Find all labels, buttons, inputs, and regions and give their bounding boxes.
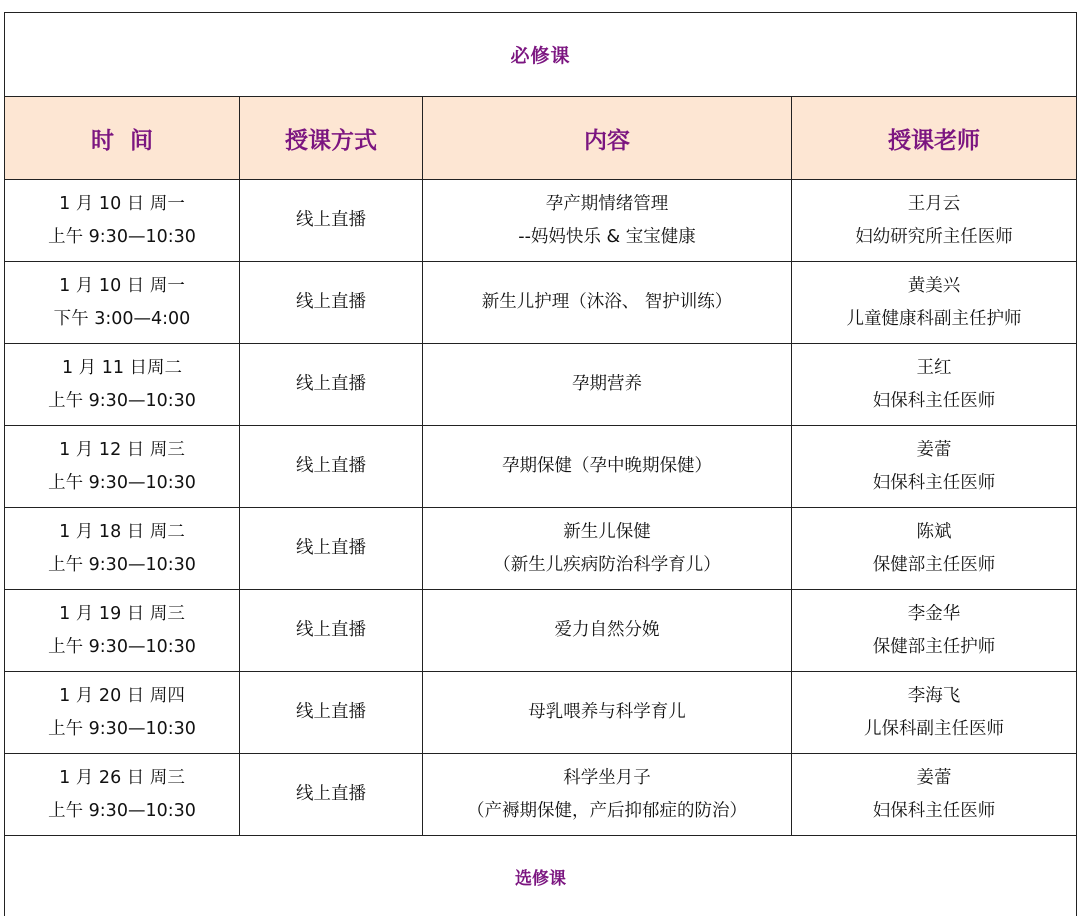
time-line: 1 月 18 日 周二 <box>59 521 185 542</box>
required-courses-title: 必修课 <box>5 13 1077 97</box>
content-line: 孕期营养 <box>572 374 642 394</box>
teacher-line: 李海飞 <box>907 685 961 706</box>
teacher-line: 陈斌 <box>916 521 952 542</box>
teacher-line: 妇保科主任医师 <box>872 472 996 493</box>
method-text: 线上直播 <box>296 702 366 722</box>
table-row <box>5 426 1077 508</box>
teacher-line: 妇保科主任医师 <box>872 390 996 411</box>
teacher-line: 王月云 <box>907 193 961 214</box>
time-line: 1 月 26 日 周三 <box>59 767 185 788</box>
cell-method <box>240 754 423 836</box>
time-line: 上午 9:30—10:30 <box>48 390 196 411</box>
elective-courses-title: 选修课 <box>5 836 1077 917</box>
method-text: 线上直播 <box>296 620 366 640</box>
content-line: --妈妈快乐 & 宝宝健康 <box>518 226 696 247</box>
method-text: 线上直播 <box>296 374 366 394</box>
header-method: 授课方式 <box>240 97 423 180</box>
cell-time <box>5 180 240 262</box>
table-row <box>5 262 1077 344</box>
cell-time <box>5 426 240 508</box>
content-line: 母乳喂养与科学育儿 <box>528 702 686 722</box>
teacher-line: 姜蕾 <box>916 767 952 788</box>
table-row <box>5 344 1077 426</box>
teacher-line: 李金华 <box>907 603 961 624</box>
teacher-line: 保健部主任护师 <box>872 636 996 657</box>
time-line: 上午 9:30—10:30 <box>48 554 196 575</box>
time-line: 上午 9:30—10:30 <box>48 800 196 821</box>
cell-time <box>5 508 240 590</box>
content-line: 新生儿护理（沐浴、 智护训练） <box>481 292 733 312</box>
time-line: 1 月 19 日 周三 <box>59 603 185 624</box>
method-text: 线上直播 <box>296 292 366 312</box>
cell-method <box>240 180 423 262</box>
cell-content <box>423 590 792 672</box>
cell-time <box>5 754 240 836</box>
time-line: 上午 9:30—10:30 <box>48 472 196 493</box>
teacher-line: 黄美兴 <box>907 275 961 296</box>
cell-method <box>240 590 423 672</box>
time-line: 上午 9:30—10:30 <box>48 636 196 657</box>
teacher-line: 妇幼研究所主任医师 <box>855 226 1013 247</box>
method-text: 线上直播 <box>296 538 366 558</box>
cell-method <box>240 426 423 508</box>
time-line: 下午 3:00—4:00 <box>53 308 191 329</box>
teacher-line: 儿保科副主任医师 <box>864 718 1004 739</box>
teacher-line: 姜蕾 <box>916 439 952 460</box>
content-line: （新生儿疾病防治科学育儿） <box>493 554 721 575</box>
time-line: 1 月 10 日 周一 <box>59 193 185 214</box>
cell-teacher <box>792 426 1077 508</box>
content-line: （产褥期保健，产后抑郁症的防治） <box>467 800 747 821</box>
method-text: 线上直播 <box>296 456 366 476</box>
cell-content <box>423 754 792 836</box>
header-time: 时 间 <box>5 97 240 180</box>
teacher-line: 王红 <box>916 357 952 378</box>
content-line: 孕期保健（孕中晚期保健） <box>502 456 712 476</box>
cell-time <box>5 672 240 754</box>
cell-content <box>423 180 792 262</box>
method-text: 线上直播 <box>296 210 366 230</box>
teacher-line: 妇保科主任医师 <box>872 800 996 821</box>
elective-courses-banner <box>5 836 1077 917</box>
cell-method <box>240 508 423 590</box>
table-header-row <box>5 97 1077 180</box>
required-courses-banner <box>5 13 1077 97</box>
cell-content <box>423 426 792 508</box>
cell-teacher <box>792 754 1077 836</box>
table-row <box>5 508 1077 590</box>
table-row <box>5 672 1077 754</box>
cell-content <box>423 262 792 344</box>
content-line: 爱力自然分娩 <box>554 620 660 640</box>
course-schedule-table <box>4 12 1077 916</box>
cell-method <box>240 672 423 754</box>
cell-teacher <box>792 180 1077 262</box>
cell-content <box>423 508 792 590</box>
table-row <box>5 754 1077 836</box>
cell-teacher <box>792 508 1077 590</box>
time-line: 1 月 12 日 周三 <box>59 439 185 460</box>
content-line: 新生儿保健 <box>563 521 651 542</box>
time-line: 上午 9:30—10:30 <box>48 718 196 739</box>
header-teacher: 授课老师 <box>792 97 1077 180</box>
cell-time <box>5 262 240 344</box>
time-line: 1 月 11 日周二 <box>61 357 183 378</box>
cell-method <box>240 262 423 344</box>
cell-method <box>240 344 423 426</box>
cell-time <box>5 590 240 672</box>
cell-teacher <box>792 590 1077 672</box>
content-line: 科学坐月子 <box>563 767 651 788</box>
table-row <box>5 590 1077 672</box>
cell-teacher <box>792 344 1077 426</box>
header-content: 内容 <box>423 97 792 180</box>
cell-teacher <box>792 262 1077 344</box>
cell-content <box>423 672 792 754</box>
method-text: 线上直播 <box>296 784 366 804</box>
time-line: 1 月 10 日 周一 <box>59 275 185 296</box>
cell-content <box>423 344 792 426</box>
time-line: 1 月 20 日 周四 <box>59 685 185 706</box>
time-line: 上午 9:30—10:30 <box>48 226 196 247</box>
cell-teacher <box>792 672 1077 754</box>
teacher-line: 儿童健康科副主任护师 <box>846 308 1022 329</box>
table-row <box>5 180 1077 262</box>
cell-time <box>5 344 240 426</box>
teacher-line: 保健部主任医师 <box>872 554 996 575</box>
content-line: 孕产期情绪管理 <box>545 193 669 214</box>
